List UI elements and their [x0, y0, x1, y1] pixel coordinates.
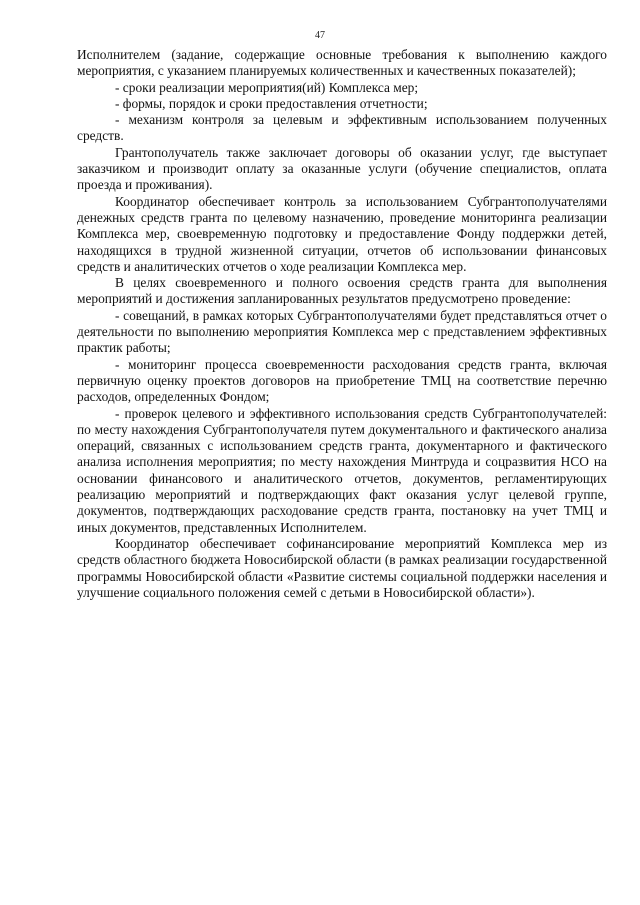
paragraph-6: Координатор обеспечивает контроль за использованием Субгрантополучателями денежных средств гранта по целевому назначению, проведение мониторинга реализации Комплекса мер, своевременную подготовку и предоставление Фонду поддержки детей, находящихся в трудной жизненной ситуации, отчетов об использовании финансовых средств и аналитических отчетов о ходе реализации Комплекса мер. [77, 193, 607, 274]
paragraph-2: - сроки реализации мероприятия(ий) Комплекса мер; [115, 79, 419, 95]
paragraph-11: Координатор обеспечивает софинансирование мероприятий Комплекса мер из средств областного бюджета Новосибирской области (в рамках реализации государственной программы Новосибирской области «Развитие системы социальной поддержки населения и улучшение социального положения семей с детьми в Новосибирской области»). [77, 535, 607, 600]
document-body [77, 47, 607, 601]
paragraph-4: - механизм контроля за целевым и эффективным использованием полученных средств. [77, 112, 607, 144]
paragraph-8: - совещаний, в рамках которых Субгрантополучателями будет представляться отчет о деятельности по выполнению мероприятия Комплекса мер с представлением эффективных практик работы; [77, 307, 607, 356]
paragraph-10: - проверок целевого и эффективного использования средств Субгрантополучателей: по месту нахождения Субгрантополучателя путем документального и фактического анализа операций, связанных с использованием средств гранта, документарного и фактического анализа исполнения мероприятия; по месту нахождения Минтруда и соцразвития НСО на основании финансового и аналитического отчетов, документов, регламентирующих реализацию мероприятий и подтверждающих факт оказания услуг целевой группе, документов, подтверждающих расходование средств гранта, постановку на учет ТМЦ и иных документов, представленных Исполнителем. [77, 405, 607, 535]
paragraph-5: Грантополучатель также заключает договоры об оказании услуг, где выступает заказчиком и производит оплату за оказанные услуги (обучение специалистов, оплата проезда и проживания). [77, 144, 607, 193]
paragraph-3: - формы, порядок и сроки предоставления отчетности; [115, 95, 428, 111]
paragraph-7: В целях своевременного и полного освоения средств гранта для выполнения мероприятий и достижения запланированных результатов предусмотрено проведение: [77, 275, 607, 307]
paragraph-1: Исполнителем (задание, содержащие основные требования к выполнению каждого мероприятия, с указанием планируемых количественных и качественных показателей); [77, 47, 607, 79]
paragraph-9: - мониторинг процесса своевременности расходования средств гранта, включая первичную оценку проектов договоров на приобретение ТМЦ на соответствие перечню расходов, определенных Фондом; [77, 356, 607, 405]
page-number: 47 [315, 30, 325, 41]
